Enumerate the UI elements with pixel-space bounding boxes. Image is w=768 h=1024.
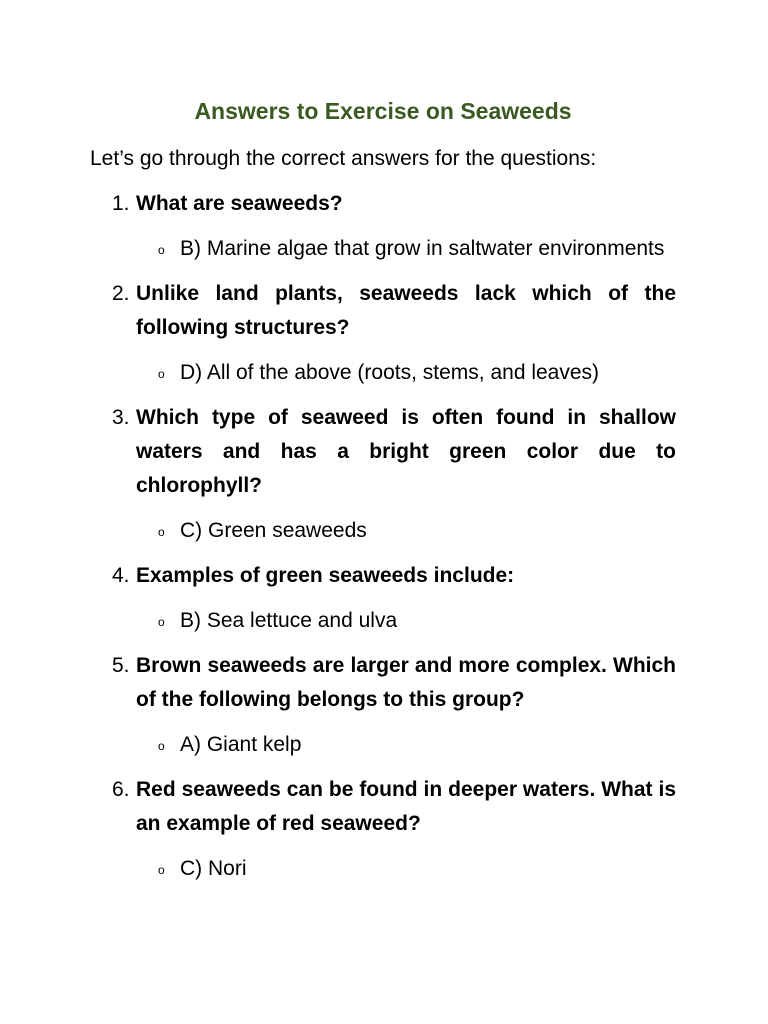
question-list (90, 187, 676, 886)
answer-list (136, 852, 676, 886)
question-item (90, 559, 676, 638)
answer-item (136, 356, 676, 390)
answer-list (136, 514, 676, 548)
answer-text: A) Giant kelp (180, 733, 302, 756)
question-number: 2. (112, 282, 130, 305)
bullet-icon: o (158, 615, 165, 629)
answer-item (136, 514, 676, 548)
question-number: 3. (112, 406, 130, 429)
question-item (90, 649, 676, 762)
bullet-icon: o (158, 243, 165, 257)
answer-item (136, 232, 676, 266)
question-item (90, 401, 676, 548)
bullet-icon: o (158, 739, 165, 753)
answer-list (136, 604, 676, 638)
question-number: 4. (112, 564, 130, 587)
answer-text: B) Sea lettuce and ulva (180, 609, 398, 632)
answer-text: C) Green seaweeds (180, 519, 367, 542)
bullet-icon: o (158, 863, 165, 877)
question-item (90, 277, 676, 390)
question-number: 5. (112, 654, 130, 677)
question-text: Brown seaweeds are larger and more complex. Which of the following belongs to this group? (136, 654, 676, 711)
answer-item (136, 728, 676, 762)
answer-list (136, 232, 676, 266)
question-text: Red seaweeds can be found in deeper waters. What is an example of red seaweed? (136, 778, 676, 835)
document-page (90, 96, 676, 897)
question-item (90, 187, 676, 266)
answer-item (136, 852, 676, 886)
question-number: 1. (112, 192, 130, 215)
question-text: Which type of seaweed is often found in shallow waters and has a bright green color due to chlorophyll? (136, 406, 676, 497)
answer-item (136, 604, 676, 638)
answer-list (136, 356, 676, 390)
answer-text: B) Marine algae that grow in saltwater environments (180, 237, 665, 260)
question-item (90, 773, 676, 886)
page-title: Answers to Exercise on Seaweeds (194, 98, 572, 124)
question-number: 6. (112, 778, 130, 801)
question-text: Unlike land plants, seaweeds lack which of the following structures? (136, 282, 676, 339)
bullet-icon: o (158, 525, 165, 539)
answer-list (136, 728, 676, 762)
question-text: What are seaweeds? (136, 192, 343, 215)
intro-text: Let’s go through the correct answers for the questions: (90, 147, 597, 170)
answer-text: C) Nori (180, 857, 247, 880)
bullet-icon: o (158, 367, 165, 381)
answer-text: D) All of the above (roots, stems, and leaves) (180, 361, 600, 384)
question-text: Examples of green seaweeds include: (136, 564, 515, 587)
